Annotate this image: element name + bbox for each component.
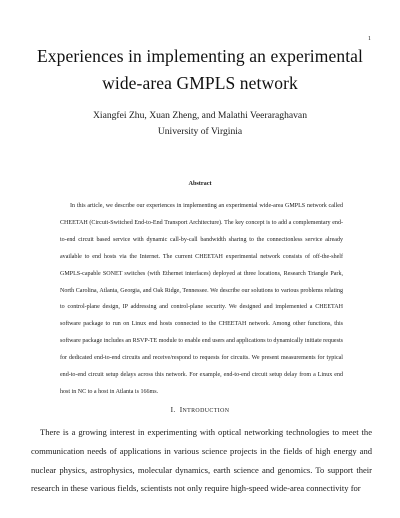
page-number: 1 [368,36,371,42]
paper-title-line-1: Experiences in implementing an experimental [37,46,363,66]
section-title-initial: I [179,405,183,414]
author-list: Xiangfei Zhu, Xuan Zheng, and Malathi Veeraraghavan [92,110,307,121]
section-heading-introduction [0,405,400,414]
section-title-rest: NTRODUCTION [182,408,230,414]
introduction-body: There is a growing interest in experimenting with optical networking technologies to meet the communication needs of applications in various science projects in the fields of high energy and nuclear physics, astrophysics, molecular dynamics, earth science and genomics. To support their research in these various fields, scientists not only require high-speed wide-area connectivity for [31,427,372,494]
author-affiliation: University of Virginia [157,126,243,137]
abstract-heading: Abstract [188,180,212,187]
abstract-body: In this article, we describe our experiences in implementing an experimental wide-area GMPLS network called CHEETAH (Circuit-Switched End-to-End Transport Architecture). The key concept is to add a complementary end-to-end circuit based service with dynamic call-by-call bandwidth sharing to the connectionless service already available to end hosts via the Internet. The current CHEETAH experimental network consists of off-the-shelf GMPLS-capable SONET switches (with Ethernet interfaces) deployed at three locations, Research Triangle Park, North Carolina, Atlanta, Georgia, and Oak Ridge, Tennessee. We describe our solutions to various problems relating to control-plane design, IP addressing and control-plane security. We designed and implemented a CHEETAH software package to run on Linux end hosts connected to the CHEETAH network. Among other functions, this software package includes an RSVP-TE module to enable end users and applications to dynamically initiate requests for dedicated end-to-end circuits and receive/respond to requests for circuits. We present measurements for typical end-to-end circuit setup delays across this network. For example, end-to-end circuit setup delay from a Linux end host in NC to a host in Atlanta is 166ms. [60,203,343,395]
paper-title-line-2: wide-area GMPLS network [102,73,298,93]
section-number: I. [170,405,176,414]
